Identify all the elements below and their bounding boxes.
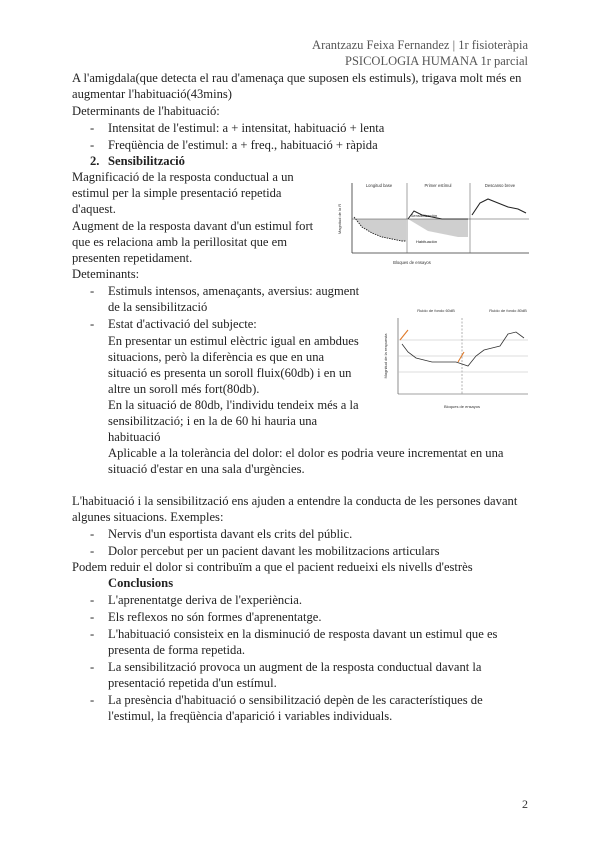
bullet-dash: - — [90, 317, 95, 331]
fig1-x-axis-label: Bloques de ensayos — [393, 260, 431, 265]
sensitization-para1-line1: Magnificació de la resposta conductual a un — [72, 170, 294, 184]
fig1-panel-label-first-stimulus: Primer estímul — [424, 183, 452, 188]
conclusion-2: Els reflexos no són formes d'aprenentatge. — [108, 610, 322, 624]
conclusion-3-line1: L'habituació consisteix en la disminució de resposta davant un estimul que es — [108, 627, 498, 641]
bullet-dash: - — [90, 284, 95, 298]
fig1-annotation-sensitization: Sensibilización — [410, 213, 438, 218]
activation-sub2-line1: En la situació de 80db, l'individu tendeix més a la — [108, 398, 359, 412]
bullet-dash: - — [90, 610, 95, 624]
fig1-y-axis-label: Magnitud de la R — [337, 203, 342, 235]
intro-line-1: A l'amigdala(que detecta el rau d'amenaça que suposen els estimuls), trigava molt més en — [72, 71, 522, 85]
fig1-panel-label-short-rest: Descanso breve — [484, 183, 516, 188]
habituation-determinants-title: Determinants de l'habituació: — [72, 104, 220, 118]
noise-response-figure — [378, 304, 532, 416]
activation-sub3-line2: situació d'estar en una sala d'urgències. — [108, 462, 305, 476]
section-number: 2. — [90, 154, 100, 168]
applications-line-2: algunes situacions. Exemples: — [72, 510, 224, 524]
conclusion-5-line1: La presència d'habituació o sensibilització depèn de les característiques de — [108, 693, 483, 707]
header-course: PSICOLOGIA HUMANA 1r parcial — [345, 54, 528, 68]
determinant-item-intensity: Intensitat de l'estimul: a + intensitat, habituació + lenta — [108, 121, 385, 135]
bullet-dash: - — [90, 138, 95, 152]
habituation-sensitization-figure — [332, 175, 532, 270]
activation-sub1-line3: situació es presenta un soroll fluix(60db) i en un — [108, 366, 352, 380]
fig1-panel-label-baseline: Longitud base — [365, 183, 393, 188]
example-patient-pain: Dolor percebut per un pacient davant les mobilitzacions articulars — [108, 544, 440, 558]
fig2-label-60db: Ruido de fondo 60dB — [417, 308, 455, 313]
bullet-dash: - — [90, 627, 95, 641]
determinant-item-frequency: Freqüència de l'estimul: a + freq., habituació + ràpida — [108, 138, 378, 152]
bullet-dash: - — [90, 527, 95, 541]
page-number: 2 — [522, 797, 528, 811]
bullet-dash: - — [90, 121, 95, 135]
activation-sub2-line2: sensibilització; i en la de 60 hi hauria una — [108, 414, 318, 428]
conclusion-4-line2: presentació repetida d'un estímul. — [108, 676, 277, 690]
activation-sub3-line1: Aplicable a la tolerància del dolor: el dolor es podria veure incrementat en una — [108, 446, 504, 460]
activation-sub2-line3: habituació — [108, 430, 161, 444]
example-athlete: Nervis d'un esportista davant els crits del públic. — [108, 527, 353, 541]
bullet-dash: - — [90, 593, 95, 607]
activation-sub1-line2: situacions, però la diferència es que en una — [108, 350, 325, 364]
bullet-dash: - — [90, 544, 95, 558]
bullet-dash: - — [90, 693, 95, 707]
conclusion-3-line2: presenta de forma repetida. — [108, 643, 246, 657]
bullet-dash: - — [90, 660, 95, 674]
sensitization-para2-line3: presenten repetidament. — [72, 251, 193, 265]
fig2-x-axis-label: Bloques de ensayos — [443, 404, 481, 409]
determinant-stimuli-line1: Estimuls intensos, amenaçants, aversius: augment — [108, 284, 360, 298]
sensitization-para1-line3: d'aquest. — [72, 202, 116, 216]
fig1-annotation-habituation: Habituación — [416, 239, 438, 244]
applications-line-1: L'habituació i la sensibilització ens ajuden a entendre la conducta de les persones davant — [72, 494, 518, 508]
activation-sub1-line4: altre un soroll més fort(80db). — [108, 382, 260, 396]
conclusion-1: L'aprenentatge deriva de l'experiència. — [108, 593, 303, 607]
section-title-sensitization: Sensibilització — [108, 154, 185, 168]
activation-sub1-line1: En presentar un estimul elèctric igual en ambdues — [108, 334, 359, 348]
sensitization-para2-line1: Augment de la resposta davant d'un estimul fort — [72, 219, 314, 233]
conclusions-title: Conclusions — [108, 576, 174, 590]
sensitization-para1-line2: estimul per la simple presentació repetida — [72, 186, 282, 200]
applications-closing: Podem reduir el dolor si contribuïm a que el pacient redueixi els nivells d'estrès — [72, 560, 473, 574]
header-author: Arantzazu Feixa Fernandez | 1r fisioteràpia — [312, 38, 528, 52]
fig2-label-80db: Ruido de fondo 80dB — [489, 308, 527, 313]
conclusion-4-line1: La sensibilització provoca un augment de la resposta conductual davant la — [108, 660, 482, 674]
sensitization-para2-line2: que es relaciona amb la perillositat que em — [72, 235, 288, 249]
fig2-y-axis-label: Magnitud de la respuesta — [383, 333, 388, 379]
intro-line-2: augmentar l'habituació(43mins) — [72, 87, 232, 101]
determinant-stimuli-line2: de la sensibilització — [108, 300, 208, 314]
determinant-activation-state: Estat d'activació del subjecte: — [108, 317, 257, 331]
conclusion-5-line2: l'estimul, la freqüència d'aparició i variables individuals. — [108, 709, 393, 723]
sensitization-determinants-title: Deteminants: — [72, 267, 140, 281]
